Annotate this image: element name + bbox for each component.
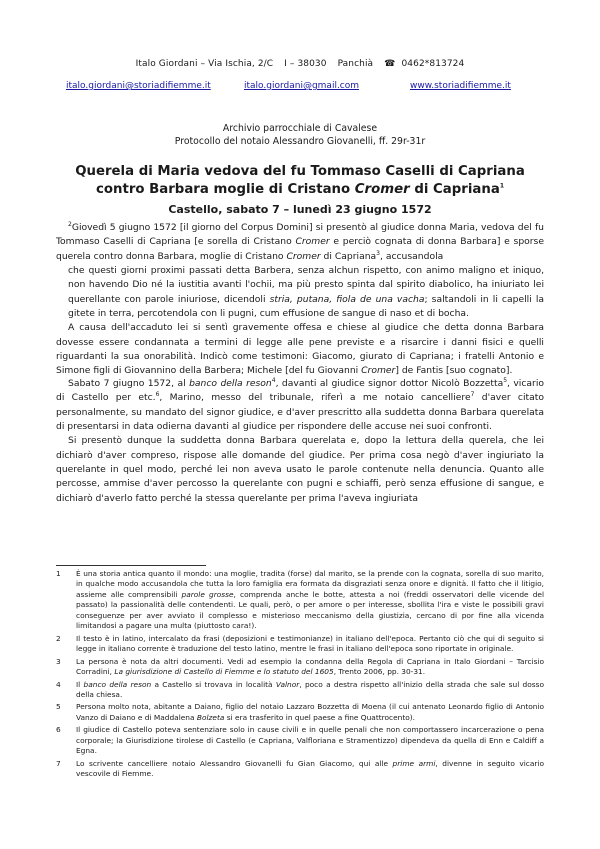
p2-text-a: A causa dell'accaduto lei si sentì gravemente offesa e chiese al giudice che detta donna Barbara dovesse essere condannata a termini di legge alle pene previste e a risarcire i danni fisici e quelli riguardanti la sua onorabilità. Indicò come testimoni: Giacomo, giurato di Capriana; i fratelli Antonio e Simone figli di Giovannino della Barbera; Michele [del fu Giovanni [56,322,544,377]
phone-icon: ☎ [384,59,396,69]
footnote-text [76,725,544,756]
p1-text-b: e perciò cognata di donna Barbara] e sporse querela contro donna Barbara, moglie di Cristano [56,236,544,262]
p1-italic-2: Cromer [286,250,321,262]
quote-text-a: che questi giorni proximi passati detta Barbera, senza alchun rispetto, con animo maligno et iniquo, non havendo Dio né la iustitia avanti l'ochii, ma più presto spinta dal spirito diabolico, ha iniuriato lei querellante con parole iniuriose, dicendoli [68,265,544,305]
footnote-segment: a Castello si trovava in località [151,679,276,689]
footnote-segment: Il giudice di Castello poteva sentenziare solo in cause civili e in quelle penali che non comportassero incarcerazione o pena corporale; la Giurisdizione tirolese di Castello (e Capriana, Valfloriana e Stramentizzo) dipendeva da quella di Enn e Caldiff a Egna. [76,725,544,756]
footnote-number: 4 [56,679,61,689]
p3-text-b: , davanti al giudice signor dottor Nicolò Bozzetta [275,378,504,389]
footnote [56,725,544,756]
title-line-2 [0,181,600,199]
archive-reference [0,122,600,148]
archive-line-1: Archivio parrocchiale di Cavalese [222,123,378,134]
footnotes [56,569,544,782]
footnote-italic: parole grosse [181,589,234,599]
footnote-segment: Il [76,679,84,689]
quote-italic: stria, putana, fiola de una vacha [269,293,425,305]
footnote-segment: , Trento 2006, pp. 30-31. [333,667,426,677]
footnote-italic: Bolzeta [196,712,225,722]
p1-text-a: Giovedì 5 giugno 1572 [il giorno del Corpus Domini] si presentò al giudice donna Maria, vedova del fu Tommaso Caselli di Capriana [e sorella di Cristano [56,222,544,248]
footnote-segment: Lo scrivente cancelliere notaio Alessandro Giovanelli fu Gian Giacomo, qui alle [76,758,393,768]
town: Panchià [337,59,374,69]
footnote [56,759,544,780]
footnote-segment: Persona molto nota, abitante a Daiano, figlio del notaio Lazzaro Bozzetta di Moena (il cui antenato Leonardo figlio di Antonio Vanzo di Daiano e di Maddalena [76,702,544,722]
footnote-number: 6 [56,725,61,735]
title-line-2-italic: Cromer [354,182,410,197]
footnote-text [76,634,544,655]
footnote-number: 2 [56,633,61,643]
footnote-number: 7 [56,758,61,768]
p2-italic: Cromer [361,365,396,377]
footnote-segment: , divenne in seguito vicario vescovile di Fiemme. [76,758,544,779]
footnote-ref-4[interactable]: 4 [271,376,276,384]
footnote [56,702,544,723]
footnote-ref-1[interactable]: 1 [499,182,504,190]
p1-text-d: , accusandola [379,250,444,262]
postal-code: I – 38030 [284,59,327,69]
footnote [56,657,544,678]
footnote-ref-6[interactable]: 6 [155,391,160,399]
contact-links [66,81,516,95]
footnote-segment: , comprenda anche le botte, attesta a noi (freddi osservatori delle vicende del passato) la passionalità delle contendenti. Le quali, però, o per amore o per interesse, sbollita l'ira e viste le possibili gravi conseguenze per aver avviato il complesso e misterioso meccanismo della giustizia, cercano di por fine alla vicenda limitandosi a pagare una multa (piuttosto cara!). [76,589,544,631]
body-text-top [56,221,544,379]
footnote-ref-3[interactable]: 3 [376,249,380,257]
p1-text-c: di Capriana [320,250,377,262]
footnote-text [76,657,544,678]
footnote-italic: banco della reson [83,679,152,689]
footnote-number: 5 [56,702,61,712]
paragraph-1 [56,221,544,264]
footnote-segment: È una storia antica quanto il mondo: una moglie, tradita (forse) dal marito, se la prende con la cognata, sorella di suo marito, in qualche modo accusandola che tutta la loro famiglia era formata da disgraziati senza onore e dignità. Il fatto che il litigio, assieme alle comprensibili [76,569,544,599]
p3-text-a: Sabato 7 giugno 1572, al [68,378,190,389]
p3-text-e: d'aver citato personalmente, su mandato del signor giudice, e d'aver prescritto alla suddetta donna Barbara querelata di presentarsi in data odierna davanti al giudice per rispondere delle accuse nei suoi confronti. [56,392,544,433]
footnote-text [76,569,544,632]
archive-line-2: Protocollo del notaio Alessandro Giovanelli, ff. 29r-31r [174,136,426,147]
title-date-line: Castello, sabato 7 – lunedì 23 giugno 1572 [168,203,432,216]
footnote-number: 1 [56,569,61,578]
footnote-italic: La giurisdizione di Castello di Fiemme e lo statuto del 1605 [114,667,334,677]
body-text-bottom [56,364,544,506]
paragraph-4: Si presentò dunque la suddetta donna Barbara querelata e, dopo la lettura della querela, che lei dichiarò d'aver compreso, rispose alle domande del giudice. Per prima cosa negò d'aver ingiuriato la querelante in quel modo, perché lei non aveva usato le parole contenute nella denuncia. Quanto alle percosse, ammise d'aver percosso la querelante con pugni e schiaffi, però senza effusione di sangue, e dichiarò d'averlo fatto perché la stessa querelante per prima l'aveva ingiuriata [56,435,544,504]
footnote-number: 3 [56,656,61,666]
email-link-1[interactable]: italo.giordani@storiadifiemme.it [66,81,211,91]
title-line-2-text: contro Barbara moglie di Cristano [95,182,355,197]
p3-italic: banco della reson [189,378,272,389]
footnote [56,634,544,655]
address: Italo Giordani – Via Ischia, 2/C [135,59,274,69]
p2-text-b: ] de Fantis [suo cognato]. [395,365,513,377]
paragraph-3 [56,377,544,434]
footnote-italic: prime armi [392,758,436,768]
title-line-2-text-end: di Capriana [409,182,500,197]
footnote-segment: La persona è nota da altri documenti. Vedi ad esempio la condanna della Regola di Capriana in Italo Giordani – Tarcisio Corradini, [76,656,544,677]
p1-italic-1: Cromer [295,236,330,248]
footnote-segment: , poco a destra rispetto all'inizio della strada che sale sul dosso della chiesa. [76,679,544,699]
footnote-text [76,702,544,723]
footnote-segment: Il testo è in latino, intercalato da frasi (deposizioni e testimonianze) in italiano dell'epoca. Pertanto ciò che qui di seguito si legge in italiano corrente è traduzione del testo latino, mentre le frasi in italiano dell'epoca sono riportate in originale. [76,633,544,654]
title-line-1: Querela di Maria vedova del fu Tommaso Caselli di Capriana [75,164,525,179]
footnote-text [76,759,544,780]
p3-text-d: , Marino, messo del tribunale, riferì a me notaio cancelliere [159,392,471,404]
letterhead [0,59,600,69]
quote-text-b: ; saltandoli in li capelli la gitete in terra, percotendola con li pugni, cum effusione de sangue di naso et di bocha. [68,293,545,320]
website-link[interactable]: www.storiadifiemme.it [410,81,511,91]
footnote-ref-7[interactable]: 7 [470,391,475,399]
email-link-2[interactable]: italo.giordani@gmail.com [244,81,360,91]
footnote-italic: Valnor [275,679,300,689]
document-title [0,163,600,218]
footnote-ref-5[interactable]: 5 [503,376,508,384]
footnote-ref-2[interactable]: 2 [68,220,72,228]
footnote-text [76,680,544,701]
footnote [56,569,544,632]
footnote-divider [56,565,206,566]
footnote-segment: si era trasferito in quel paese a fine Quattrocento). [224,712,415,722]
footnote [56,680,544,701]
p3-text-c: , vicario di Castello per etc. [56,378,544,404]
phone-number: 0462*813724 [401,59,465,69]
quoted-passage [56,264,544,321]
